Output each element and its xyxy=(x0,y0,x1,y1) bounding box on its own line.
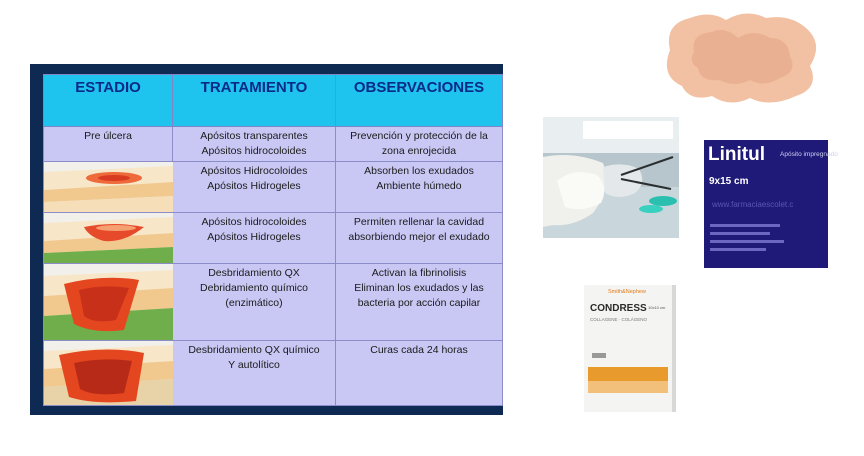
stage-image-cell xyxy=(44,264,173,341)
treatment-line: Debridamiento químico xyxy=(200,282,308,294)
table-row xyxy=(44,213,503,264)
linitul-text-line xyxy=(710,240,784,243)
observation-cell xyxy=(336,213,503,264)
wound-care-photo xyxy=(543,117,679,238)
observation-line: Activan la fibrinolisis xyxy=(371,267,467,279)
condress-product-box xyxy=(584,285,676,412)
linitul-text-line xyxy=(710,232,770,235)
table-row xyxy=(44,264,503,341)
header-observaciones: OBSERVACIONES xyxy=(336,75,503,127)
observation-cell xyxy=(336,264,503,341)
observation-cell xyxy=(336,162,503,213)
hydrocolloid-dressing-image xyxy=(660,4,832,114)
header-estadio: ESTADIO xyxy=(44,75,173,127)
linitul-brand: Linitul xyxy=(708,144,765,165)
observation-line: Permiten rellenar la cavidad xyxy=(353,216,485,228)
treatment-line: Apósitos Hidrogeles xyxy=(207,231,301,243)
treatment-line: Apósitos Hidrocoloides xyxy=(200,165,308,177)
skin-stage-3-image xyxy=(44,264,173,340)
observation-line: zona enrojecida xyxy=(381,145,457,157)
condress-maker: Smith&Nephew xyxy=(608,289,646,295)
treatment-line: (enzimático) xyxy=(225,297,283,309)
stage-image-cell xyxy=(44,213,173,264)
table-row xyxy=(44,341,503,406)
observation-line: Prevención y protección de la xyxy=(350,130,488,142)
observation-cell xyxy=(336,341,503,406)
treatment-line: Apósitos hidrocoloides xyxy=(201,216,307,228)
treatment-line: Y autolítico xyxy=(228,359,280,371)
stage-image-cell xyxy=(44,162,173,213)
treatment-cell xyxy=(173,213,336,264)
observation-line: Eliminan los exudados y las xyxy=(354,282,484,294)
observation-line: Curas cada 24 horas xyxy=(370,344,468,356)
linitul-watermark: www.farmaciaescolet.c xyxy=(712,200,794,209)
observation-line: absorbiendo mejor el exudado xyxy=(348,231,490,243)
observation-line: Absorben los exudados xyxy=(364,165,474,177)
table-row xyxy=(44,127,503,162)
condress-brand: CONDRESS xyxy=(590,303,647,314)
treatment-table xyxy=(43,74,503,406)
linitul-text-line xyxy=(710,248,766,251)
treatment-cell xyxy=(173,341,336,406)
treatment-line: Desbridamiento QX xyxy=(208,267,300,279)
treatment-line: Apósitos transparentes xyxy=(200,130,308,142)
stage-cell: Pre úlcera xyxy=(44,127,173,162)
linitul-size: 9x15 cm xyxy=(709,176,749,187)
condress-ce-mark xyxy=(592,353,606,358)
condress-subtitle: COLLAGENE · COLÁGENO xyxy=(590,317,648,322)
observation-line: bacteria por acción capilar xyxy=(357,297,481,309)
treatment-line: Apósitos hidrocoloides xyxy=(201,145,307,157)
treatment-cell xyxy=(173,127,336,162)
skin-stage-2-image xyxy=(44,213,173,263)
treatment-line: Desbridamiento QX químico xyxy=(188,344,320,356)
linitul-product-box xyxy=(704,140,838,268)
treatment-cell xyxy=(173,162,336,213)
treatment-slide xyxy=(30,64,503,415)
skin-stage-4-image xyxy=(44,341,173,405)
treatment-line: Apósitos Hidrogeles xyxy=(207,180,301,192)
linitul-text-line xyxy=(710,224,780,227)
skin-stage-1-image xyxy=(44,162,173,212)
condress-orange-band xyxy=(588,367,668,381)
header-tratamiento: TRATAMIENTO xyxy=(173,75,336,127)
table-row xyxy=(44,162,503,213)
linitul-subtitle: Apósito impregnado xyxy=(780,151,838,158)
condress-light-band xyxy=(588,381,668,393)
treatment-cell xyxy=(173,264,336,341)
condress-size: 10x10 cm xyxy=(648,305,666,310)
stage-image-cell xyxy=(44,341,173,406)
observation-line: Ambiente húmedo xyxy=(376,180,462,192)
observation-cell xyxy=(336,127,503,162)
